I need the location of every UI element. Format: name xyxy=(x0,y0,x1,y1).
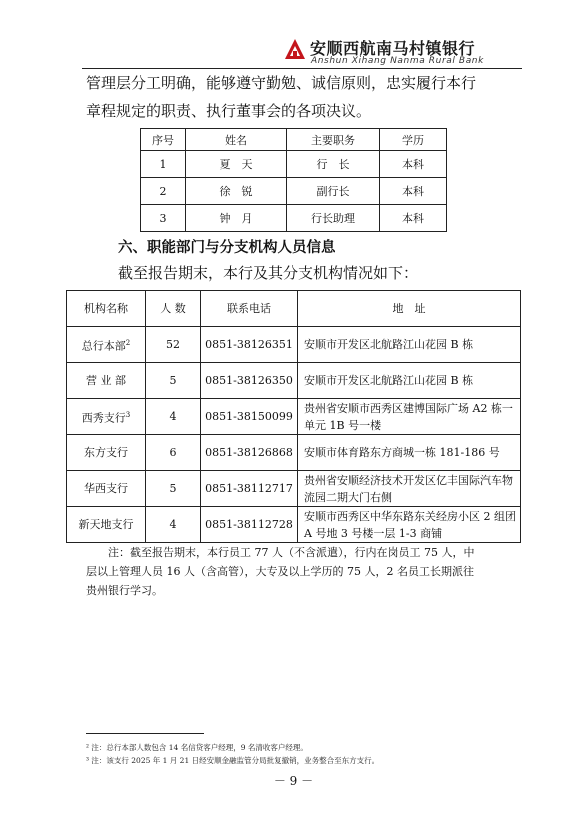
table-cell: 0851-38112728 xyxy=(201,507,298,543)
header-cell: 联系电话 xyxy=(201,291,298,327)
bank-logo-icon xyxy=(284,38,306,60)
table-cell: 0851-38126350 xyxy=(201,363,298,399)
branch-name-cell: 西秀支行$^3$ xyxy=(67,399,146,435)
table-cell: 安顺市开发区北航路江山花园 B 栋 xyxy=(298,363,521,399)
table-cell: 本科 xyxy=(380,205,447,232)
footnote: ³ 注：该支行 2025 年 1 月 21 日经安顺金融监管分局批复撤销，业务整合至东方支行。 xyxy=(86,756,380,765)
footnote-marker: 3 xyxy=(125,410,131,419)
header-cell: 主要职务 xyxy=(287,129,380,151)
header-cell: 学历 xyxy=(380,129,447,151)
header-cell: 序号 xyxy=(141,129,186,151)
header-cell: 地 址 xyxy=(298,291,521,327)
table-cell: 6 xyxy=(146,435,201,471)
page-number: － 9 － xyxy=(273,774,314,788)
header-cell: 人 数 xyxy=(146,291,201,327)
table-row xyxy=(67,327,521,363)
table-row xyxy=(67,399,521,435)
header-cell: 机构名称 xyxy=(67,291,146,327)
table-cell: 0851-38150099 xyxy=(201,399,298,435)
section-intro: 截至报告期末，本行及其分支机构情况如下： xyxy=(118,264,419,282)
footnote-marker: 2 xyxy=(125,338,131,347)
table-row xyxy=(141,205,447,232)
table-cell: 52 xyxy=(146,327,201,363)
table-cell: 3 xyxy=(141,205,186,232)
table-cell: 副行长 xyxy=(287,178,380,205)
table-cell: 本科 xyxy=(380,151,447,178)
table-cell: 1 xyxy=(141,151,186,178)
header-cell: 姓名 xyxy=(186,129,287,151)
table-cell: 钟 月 xyxy=(186,205,287,232)
table-cell: 4 xyxy=(146,399,201,435)
management-table xyxy=(140,128,447,232)
table-cell: 安顺市开发区北航路江山花园 B 栋 xyxy=(298,327,521,363)
table-row xyxy=(67,471,521,507)
footnote-divider xyxy=(86,733,204,734)
table-cell: 5 xyxy=(146,471,201,507)
branch-name-cell: 东方支行 xyxy=(67,435,146,471)
table-cell: 贵州省安顺经济技术开发区亿丰国际汽车物流园二期大门右侧 xyxy=(298,471,521,507)
table-row xyxy=(141,178,447,205)
note-line: 贵州银行学习。 xyxy=(86,584,163,597)
table-cell: 安顺市体育路东方商城一栋 181-186 号 xyxy=(298,435,521,471)
footnote: ² 注：总行本部人数包含 14 名信贷客户经理，9 名清收客户经理。 xyxy=(86,743,308,752)
note-line: 层以上管理人员 16 人（含高管），大专及以上学历的 75 人，2 名员工长期派往 xyxy=(86,565,474,578)
table-cell: 0851-38126351 xyxy=(201,327,298,363)
branch-table xyxy=(66,290,521,543)
branch-name-cell: 华西支行 xyxy=(67,471,146,507)
staff-note xyxy=(86,543,511,600)
table-cell: 徐 锐 xyxy=(186,178,287,205)
table-row xyxy=(67,363,521,399)
table-row xyxy=(67,507,521,543)
table-cell: 4 xyxy=(146,507,201,543)
header-divider xyxy=(82,68,522,69)
table-cell: 0851-38126868 xyxy=(201,435,298,471)
section-heading: 六、职能部门与分支机构人员信息 xyxy=(118,240,336,256)
table-cell: 贵州省安顺市西秀区建博国际广场 A2 栋一单元 1B 号一楼 xyxy=(298,399,521,435)
table-cell: 本科 xyxy=(380,178,447,205)
bank-name-cn: 安顺西航南马村镇银行 xyxy=(310,39,476,58)
bank-name-en: Anshun Xihang Nanma Rural Bank xyxy=(311,56,484,66)
table-header-row xyxy=(67,291,521,327)
table-cell: 行 长 xyxy=(287,151,380,178)
table-cell: 0851-38112717 xyxy=(201,471,298,507)
note-line: 注：截至报告期末，本行员工 77 人（不含派遣），行内在岗员工 75 人，中 xyxy=(108,546,475,559)
table-cell: 2 xyxy=(141,178,186,205)
table-cell: 夏 天 xyxy=(186,151,287,178)
branch-name-cell: 新天地支行 xyxy=(67,507,146,543)
table-row xyxy=(141,151,447,178)
body-paragraph-line: 管理层分工明确，能够遵守勤勉、诚信原则，忠实履行本行 xyxy=(86,74,477,92)
table-cell: 安顺市西秀区中华东路东关经房小区 2 组团 A 号地 3 号楼一层 1-3 商铺 xyxy=(298,507,521,543)
table-cell: 5 xyxy=(146,363,201,399)
branch-name-cell: 总行本部$^2$ xyxy=(67,327,146,363)
branch-name-cell: 营 业 部 xyxy=(67,363,146,399)
table-row xyxy=(67,435,521,471)
table-header-row xyxy=(141,129,447,151)
body-paragraph-line: 章程规定的职责、执行董事会的各项决议。 xyxy=(86,102,372,120)
table-cell: 行长助理 xyxy=(287,205,380,232)
